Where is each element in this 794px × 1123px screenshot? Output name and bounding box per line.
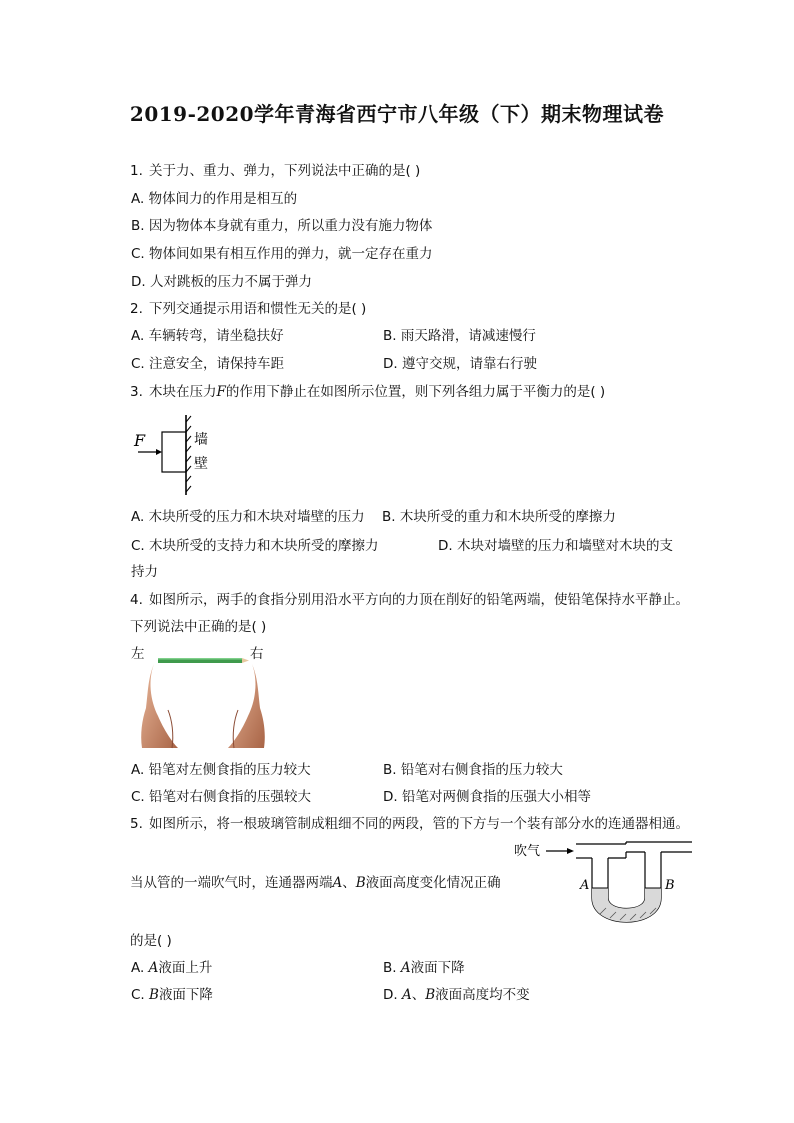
force-variable: F [216, 384, 226, 400]
q4-option-a: A. 铅笔对左侧食指的压力较大 [131, 762, 311, 778]
figure-wall-label-1: 墙 [194, 432, 208, 448]
pencil-fingers-figure [128, 650, 278, 750]
question-5-stem-end: 的是( ) [130, 933, 172, 949]
q4-option-d: D. 铅笔对两侧食指的压强大小相等 [383, 789, 591, 805]
figure-left-label: 左 [131, 646, 145, 662]
figure-wall-label-2: 壁 [194, 456, 208, 472]
question-1-stem [130, 162, 420, 180]
q1-option-c: C. 物体间如果有相互作用的弹力，就一定存在重力 [131, 246, 433, 262]
question-5-stem-continued: 当从管的一端吹气时，连通器两端A、B液面高度变化情况正确 [130, 875, 501, 891]
question-text: 如图所示，两手的食指分别用沿水平方向的力顶在削好的铅笔两端，使铅笔保持水平静止。 [149, 592, 689, 608]
question-text: 如图所示，将一根玻璃管制成粗细不同的两段，管的下方与一个装有部分水的连通器相通。 [149, 816, 689, 832]
q5-option-d: D. A、B液面高度均不变 [383, 987, 530, 1003]
q1-option-b: B. 因为物体本身就有重力，所以重力没有施力物体 [131, 218, 433, 234]
question-number: 4. [130, 592, 143, 608]
q3-option-c: C. 木块所受的支持力和木块所受的摩擦力 [131, 538, 379, 554]
question-text-post: 的作用下静止在如图所示位置，则下列各组力属于平衡力的是( ) [225, 384, 606, 400]
question-number: 1. [130, 163, 143, 179]
q1-option-d: D. 人对跳板的压力不属于弹力 [131, 274, 312, 290]
q4-option-c: C. 铅笔对右侧食指的压强较大 [131, 789, 312, 805]
force-arrow-head [156, 449, 162, 455]
question-text-pre: 木块在压力 [149, 384, 217, 400]
page-title: 2019-2020学年青海省西宁市八年级（下）期末物理试卷 [129, 102, 665, 126]
question-text: 下列交通提示用语和惯性无关的是( ) [149, 301, 367, 317]
q3-option-b: B. 木块所受的重力和木块所受的摩擦力 [382, 509, 616, 525]
connected-vessel-figure [510, 838, 694, 930]
q5-option-c: C. B液面下降 [131, 987, 213, 1003]
question-4-stem-continued: 下列说法中正确的是( ) [130, 619, 267, 635]
q1-option-a: A. 物体间力的作用是相互的 [131, 191, 298, 207]
figure-right-label: 右 [250, 646, 264, 662]
wood-block [162, 432, 186, 472]
q2-option-c: C. 注意安全，请保持车距 [131, 356, 285, 372]
question-number: 2. [130, 301, 143, 317]
q3-option-d: D. 木块对墙壁的压力和墙壁对木块的支 [438, 538, 673, 554]
question-text: 关于力、重力、弹力，下列说法中正确的是( ) [149, 163, 421, 179]
question-number: 3. [130, 384, 143, 400]
q2-option-a: A. 车辆转弯，请坐稳扶好 [131, 328, 284, 344]
q3-option-a: A. 木块所受的压力和木块对墙壁的压力 [131, 509, 365, 525]
q2-option-b: B. 雨天路滑，请减速慢行 [383, 328, 536, 344]
q3-option-d-continued: 持力 [131, 564, 158, 580]
figure-force-label: F [134, 431, 146, 450]
question-3-stem [130, 383, 605, 401]
figure-blow-label: 吹气 [514, 844, 541, 859]
question-5-stem [130, 815, 689, 833]
question-4-stem [130, 591, 689, 609]
figure-label-a: A [580, 878, 590, 893]
q5-option-b: B. A液面下降 [383, 960, 465, 976]
q4-option-b: B. 铅笔对右侧食指的压力较大 [383, 762, 563, 778]
question-2-stem [130, 300, 366, 318]
blow-arrow-head [567, 848, 574, 854]
question-number: 5. [130, 816, 143, 832]
q2-option-d: D. 遵守交规，请靠右行驶 [383, 356, 537, 372]
glass-tube [576, 842, 692, 858]
pencil-tip [242, 658, 249, 663]
wall-block-figure [128, 410, 228, 500]
q5-option-a: A. A液面上升 [131, 960, 213, 976]
water [592, 888, 661, 922]
figure-label-b: B [665, 878, 675, 893]
